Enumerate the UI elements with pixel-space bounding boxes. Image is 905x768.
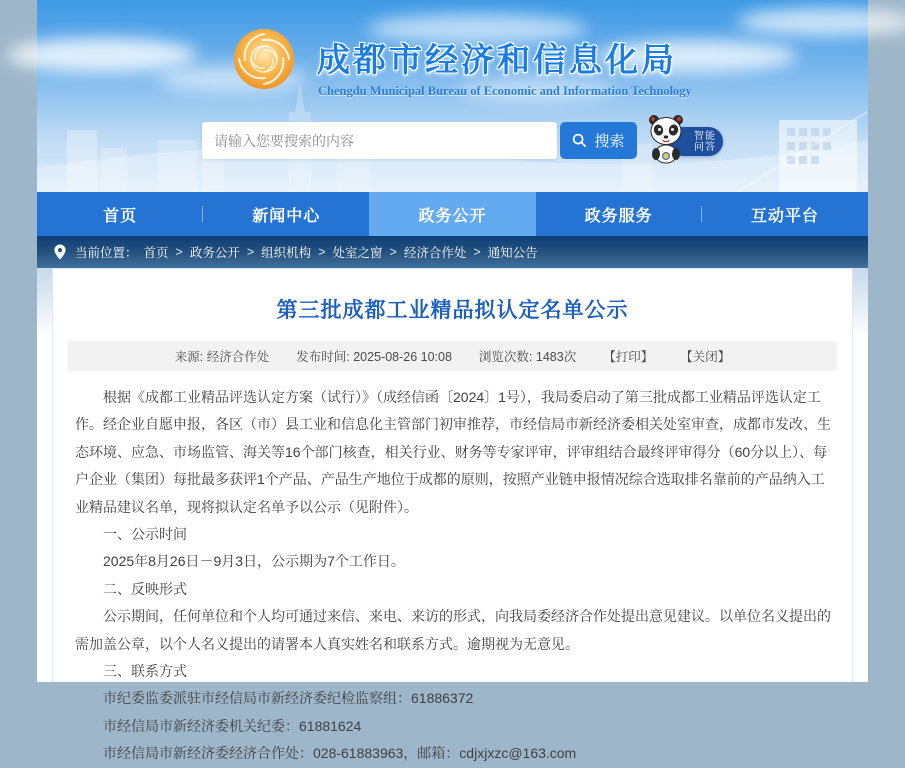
views-value: 1483次	[535, 350, 577, 364]
breadcrumb-separator: >	[318, 245, 326, 259]
breadcrumb-link-gov-disclosure[interactable]: 政务公开	[189, 246, 240, 260]
page	[37, 0, 868, 762]
sunbird-logo[interactable]	[232, 27, 296, 91]
panda-mascot-icon[interactable]	[645, 112, 687, 164]
main-nav	[37, 192, 868, 236]
article-views	[479, 347, 576, 365]
article-title: 第三批成都工业精品拟认定名单公示	[276, 299, 629, 322]
site-subtitle-en: Chengdu Municipal Bureau of Economic and Information Technology	[318, 84, 692, 98]
breadcrumb-link-office-window[interactable]: 处室之窗	[332, 246, 383, 260]
paragraph-feedback-form: 公示期间，任何单位和个人均可通过来信、来电、来访的形式，向我局委经济合作处提出意见建议。以单位名义提出的需加盖公章，以个人名义提出的请署本人真实姓名和联系方式。逾期视为无意见。	[75, 608, 831, 652]
search-input[interactable]	[202, 122, 557, 159]
nav-item-label: 新闻中心	[252, 207, 321, 225]
breadcrumb	[37, 236, 868, 268]
breadcrumb-separator: >	[246, 245, 255, 259]
cloud-decoration	[7, 38, 197, 72]
nav-item-label: 首页	[103, 207, 138, 225]
section-heading-2: 二、反映形式	[103, 580, 187, 597]
paragraph-intro: 根据《成都工业精品评选认定方案（试行）》（成经信函〔2024〕1号），我局委启动了第三批成都工业精品评选认定工作。经企业自愿申报，各区（市）县工业和信息化主管部门初审推荐，市经信局市新经济委相关处室审查，成都市发改、生态环境、应急、市场监管、海关等16个部门核查，相关行业、财务等专家评审，评审组结合最终评审得分（60分以上）、每户企业（集团）每批最多获评1个产品、产品生产地位于成都的原则，按照产业链申报情况综合选取排名靠前的产品纳入工业精品建议名单，现将拟认定名单予以公示（见附件）。	[75, 389, 831, 515]
article-source	[175, 347, 269, 365]
search-button[interactable]	[560, 122, 637, 159]
breadcrumb-link-home[interactable]: 首页	[143, 246, 169, 260]
nav-item-interactive-platform[interactable]	[702, 192, 868, 236]
article-publish-time	[296, 347, 452, 365]
nav-item-label: 政务服务	[584, 207, 653, 225]
smart-qa-label-line2: 问答	[694, 141, 716, 153]
article-card	[52, 268, 853, 762]
search-button-label: 搜索	[594, 133, 625, 150]
close-button[interactable]: 【关闭】	[680, 350, 731, 364]
views-label: 浏览次数:	[478, 350, 533, 364]
nav-item-gov-disclosure[interactable]	[369, 192, 535, 236]
source-label: 来源:	[174, 350, 204, 364]
paragraph-contact-discipline-group: 市纪委监委派驻市经信局市新经济委纪检监察组：61886372	[103, 690, 474, 707]
article-meta-bar	[68, 341, 837, 371]
smart-qa-label-line1: 智能	[694, 130, 716, 142]
publish-value: 2025-08-26 10:08	[353, 350, 452, 364]
cloud-decoration	[737, 8, 905, 36]
nav-item-gov-services[interactable]	[536, 192, 702, 236]
location-pin-icon	[53, 244, 67, 260]
search-icon	[572, 133, 587, 148]
paragraph-contact-cooperation-office: 市经信局市新经济委经济合作处：028-61883963，邮箱：cdjxjxzc@163.com	[103, 745, 577, 762]
section-heading-1: 一、公示时间	[103, 526, 187, 543]
breadcrumb-separator: >	[473, 245, 481, 259]
print-button[interactable]: 【打印】	[603, 350, 654, 364]
source-value: 经济合作处	[206, 350, 270, 364]
paragraph-contact-committee: 市经信局市新经济委机关纪委：61881624	[103, 717, 362, 734]
nav-item-home[interactable]	[37, 192, 203, 236]
nav-item-news[interactable]	[203, 192, 369, 236]
breadcrumb-separator: >	[389, 245, 397, 259]
section-heading-3: 三、联系方式	[103, 663, 187, 680]
nav-item-label: 政务公开	[418, 207, 487, 225]
nav-item-label: 互动平台	[750, 207, 819, 225]
paragraph-publicity-period: 2025年8月26日－9月3日，公示期为7个工作日。	[103, 553, 405, 570]
publish-label: 发布时间:	[296, 350, 350, 364]
article-body	[53, 371, 852, 768]
site-header	[37, 0, 868, 192]
breadcrumb-link-economic-cooperation[interactable]: 经济合作处	[403, 246, 467, 260]
breadcrumb-link-notices[interactable]: 通知公告	[487, 246, 538, 260]
breadcrumb-prefix: 当前位置：	[75, 246, 138, 260]
breadcrumb-separator: >	[175, 245, 183, 259]
site-title[interactable]: 成都市经济和信息化局	[317, 41, 677, 78]
breadcrumb-link-organization[interactable]: 组织机构	[261, 246, 312, 260]
